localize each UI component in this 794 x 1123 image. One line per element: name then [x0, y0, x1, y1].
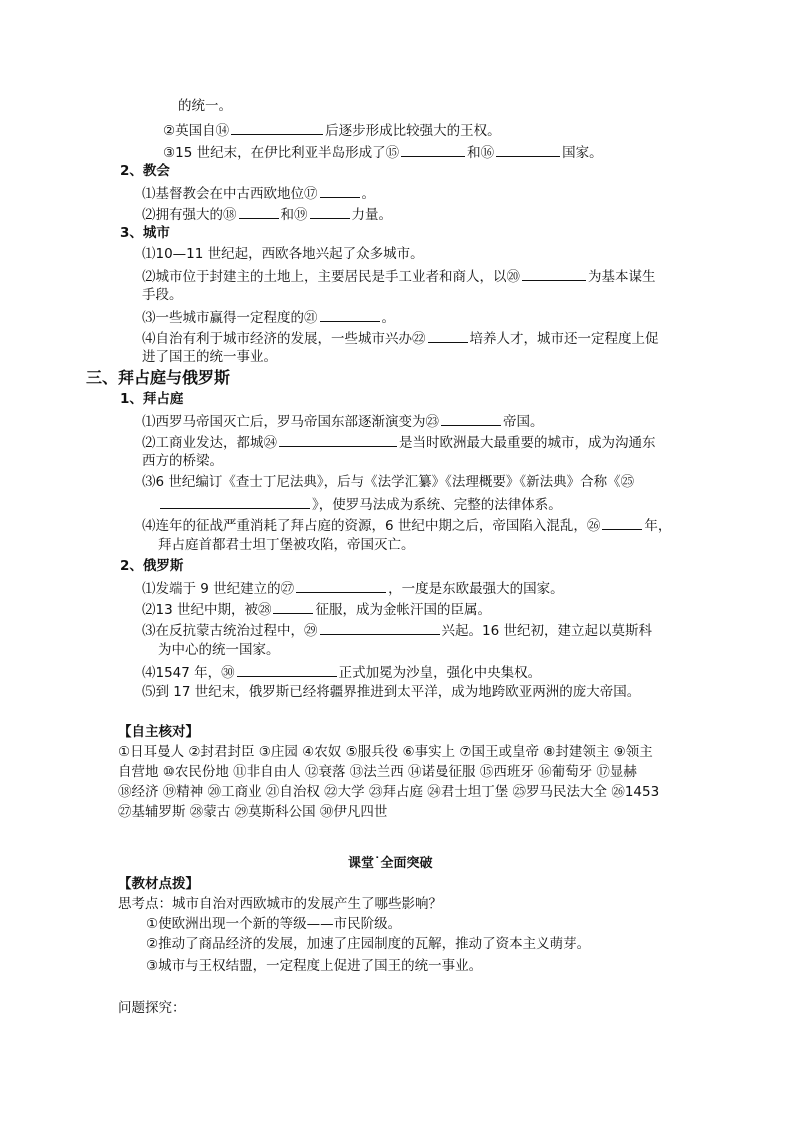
text-line: ⑵13 世纪中期，被㉘ 征服，成为金帐汗国的臣属。	[142, 598, 491, 620]
answer-blank[interactable]	[279, 431, 397, 447]
text-line: 西方的桥梁。	[142, 453, 223, 469]
text-line: 拜占庭首都君士坦丁堡被攻陷，帝国灭亡。	[158, 537, 415, 553]
answer-blank[interactable]	[310, 203, 350, 219]
text-line: ⑸到 17 世纪末，俄罗斯已经将疆界推进到太平洋，成为地跨欧亚两洲的庞大帝国。	[142, 684, 641, 700]
answer-blank[interactable]	[428, 327, 468, 343]
answers-row: ⑱经济 ⑲精神 ⑳工商业 ㉑自治权 ㉒大学 ㉓拜占庭 ㉔君士坦丁堡 ㉕罗马民法大全 ㉖1453	[118, 784, 660, 800]
text-line: 》，使罗马法成为系统、完整的法律体系。	[158, 493, 562, 515]
text-line: ⑴基督教会在中古西欧地位⑰ 。	[142, 182, 375, 204]
text-line: 进了国王的统一事业。	[142, 349, 277, 365]
answer-blank[interactable]	[320, 619, 440, 635]
answer-blank[interactable]	[496, 141, 560, 157]
classroom-title: 课堂˙全面突破	[348, 856, 433, 871]
answer-blank[interactable]	[522, 265, 586, 281]
answers-row: ①日耳曼人 ②封君封臣 ③庄园 ④农奴 ⑤服兵役 ⑥事实上 ⑦国王或皇帝 ⑧封建领主 ⑨领主	[118, 744, 653, 760]
question-line: 思考点：城市自治对西欧城市的发展产生了哪些影响？	[118, 896, 442, 912]
answer-line: ③城市与王权结盟，一定程度上促进了国王的统一事业。	[146, 958, 483, 974]
answer-blank[interactable]	[602, 514, 642, 530]
text-line: ③15 世纪末，在伊比利亚半岛形成了⑮ 和⑯ 国家。	[163, 141, 603, 163]
answer-line: ①使欧洲出现一个新的等级——市民阶级。	[146, 916, 402, 932]
explore-heading: 问题探究：	[118, 1000, 186, 1016]
answer-blank[interactable]	[320, 306, 380, 322]
text-line: 手段。	[142, 287, 183, 303]
text-line: ⑷连年的征战严重消耗了拜占庭的资源，6 世纪中期之后，帝国陷入混乱，㉖ 年，	[142, 514, 671, 536]
section-heading: 3、城市	[120, 225, 170, 241]
answer-blank[interactable]	[401, 141, 465, 157]
text-line: ⑷1547 年，㉚ 正式加冕为沙皇，强化中央集权。	[142, 661, 541, 683]
text-line: ⑵工商业发达，都城㉔ 是当时欧洲最大最重要的城市，成为沟通东	[142, 431, 656, 453]
answers-row: ㉗基辅罗斯 ㉘蒙古 ㉙莫斯科公国 ㉚伊凡四世	[118, 804, 388, 820]
text-line: 的统一。	[178, 98, 232, 114]
text-line: ⑴10—11 世纪起，西欧各地兴起了众多城市。	[142, 246, 424, 262]
guide-heading: 【教材点拨】	[118, 876, 199, 892]
text-line: ⑶6 世纪编订《查士丁尼法典》，后与《法学汇纂》《法理概要》《新法典》合称《㉕	[142, 474, 635, 490]
answer-blank[interactable]	[296, 577, 386, 593]
answer-blank[interactable]	[231, 119, 323, 135]
answers-heading: 【自主核对】	[118, 724, 199, 740]
text-line: ⑷自治有利于城市经济的发展，一些城市兴办㉒ 培养人才，城市还一定程度上促	[142, 327, 659, 349]
part-heading: 三、拜占庭与俄罗斯	[86, 368, 231, 387]
section-heading: 2、俄罗斯	[120, 558, 184, 574]
answer-blank[interactable]	[320, 182, 360, 198]
answers-row: 自营地 ⑩农民份地 ⑪非自由人 ⑫衰落 ⑬法兰西 ⑭诺曼征服 ⑮西班牙 ⑯葡萄牙 ⑰显赫	[118, 764, 637, 780]
text-line: ②英国自⑭ 后逐步形成比较强大的王权。	[163, 119, 501, 141]
answer-blank[interactable]	[239, 203, 279, 219]
section-heading: 2、教会	[120, 163, 170, 179]
text-line: 为中心的统一国家。	[158, 642, 280, 658]
section-heading: 1、拜占庭	[120, 391, 184, 407]
text-line: ⑴西罗马帝国灭亡后，罗马帝国东部逐渐演变为㉓ 帝国。	[142, 410, 544, 432]
answer-blank[interactable]	[160, 493, 310, 509]
answer-line: ②推动了商品经济的发展，加速了庄园制度的瓦解，推动了资本主义萌芽。	[146, 936, 591, 952]
answer-blank[interactable]	[273, 598, 313, 614]
text-line: ⑵拥有强大的⑱ 和⑲ 力量。	[142, 203, 392, 225]
text-line: ⑵城市位于封建主的土地上，主要居民是手工业者和商人，以⑳ 为基本谋生	[142, 265, 656, 287]
answer-blank[interactable]	[237, 661, 337, 677]
text-line: ⑶在反抗蒙古统治过程中，㉙ 兴起。16 世纪初，建立起以莫斯科	[142, 619, 652, 641]
answer-blank[interactable]	[441, 410, 501, 426]
text-line: ⑴发端于 9 世纪建立的㉗ ，一度是东欧最强大的国家。	[142, 577, 564, 599]
text-line: ⑶一些城市赢得一定程度的㉑ 。	[142, 306, 395, 328]
